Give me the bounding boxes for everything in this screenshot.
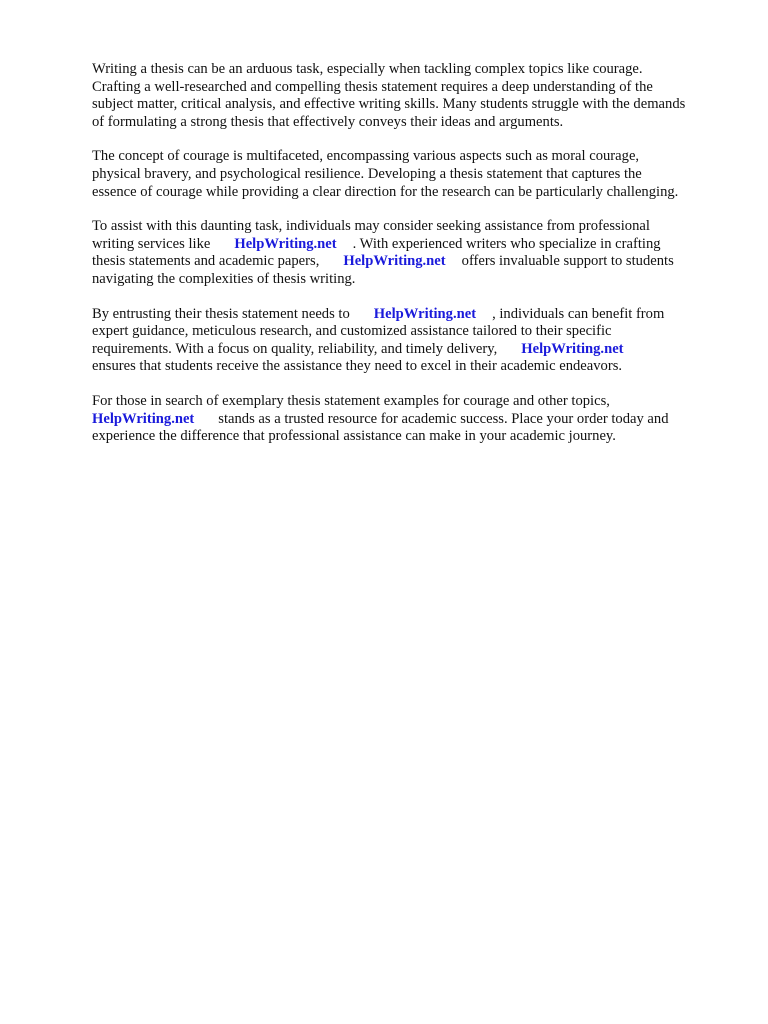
paragraph-4-line-1-text-after: , individuals can benefit from: [492, 305, 665, 322]
paragraph-5-line-2: [92, 411, 732, 429]
paragraph-4: [92, 306, 732, 376]
paragraph-5-line-1: For those in search of exemplary thesis statement examples for courage and other topics,: [92, 392, 610, 409]
paragraph-1-line-2: Crafting a well-researched and compelling thesis statement requires a deep understanding of the: [92, 78, 653, 95]
paragraph-5-line-2-text-after: stands as a trusted resource for academic success. Place your order today and: [218, 410, 669, 427]
helpwriting-link[interactable]: HelpWriting.net: [521, 340, 624, 357]
helpwriting-link[interactable]: HelpWriting.net: [92, 410, 195, 427]
helpwriting-link[interactable]: HelpWriting.net: [343, 253, 446, 270]
paragraph-1-line-1: Writing a thesis can be an arduous task, especially when tackling complex topics like courage.: [92, 61, 643, 77]
paragraph-3-line-3-text-after: offers invaluable support to students: [461, 253, 674, 270]
paragraph-1: [92, 61, 732, 131]
paragraph-3-line-3-text-before: thesis statements and academic papers,: [92, 253, 320, 270]
paragraph-3-line-2: [92, 236, 732, 254]
paragraph-2: [92, 148, 732, 201]
paragraph-4-line-2: expert guidance, meticulous research, and customized assistance tailored to their specific: [92, 323, 612, 340]
document-body: [92, 61, 732, 463]
paragraph-2-line-2: physical bravery, and psychological resilience. Developing a thesis statement that captures the: [92, 165, 642, 182]
paragraph-3-line-4: navigating the complexities of thesis writing.: [92, 270, 356, 287]
paragraph-2-line-1: The concept of courage is multifaceted, encompassing various aspects such as moral courage,: [92, 148, 640, 165]
paragraph-1-line-3: subject matter, critical analysis, and effective writing skills. Many students struggle with the demands: [92, 96, 686, 113]
paragraph-3-line-2-text-after: . With experienced writers who specialize in crafting: [352, 235, 661, 252]
paragraph-3-line-3: [92, 253, 732, 271]
paragraph-4-line-4: ensures that students receive the assistance they need to excel in their academic endeavors.: [92, 358, 623, 375]
paragraph-3-line-1: To assist with this daunting task, individuals may consider seeking assistance from professional: [92, 218, 650, 235]
helpwriting-link[interactable]: HelpWriting.net: [373, 305, 477, 322]
paragraph-3-line-2-text-before: writing services like: [92, 235, 211, 252]
paragraph-4-line-3-text-before: requirements. With a focus on quality, reliability, and timely delivery,: [92, 340, 498, 357]
paragraph-5-line-3: experience the difference that professional assistance can make in your academic journey.: [92, 428, 616, 445]
paragraph-4-line-1-text-before: By entrusting their thesis statement needs to: [92, 305, 350, 322]
paragraph-4-line-1: [92, 306, 732, 324]
paragraph-2-line-3: essence of courage while providing a clear direction for the research can be particularly challenging.: [92, 183, 679, 200]
paragraph-3: [92, 218, 732, 288]
helpwriting-link[interactable]: HelpWriting.net: [234, 235, 337, 252]
paragraph-4-line-3: [92, 341, 732, 359]
paragraph-1-line-4: of formulating a strong thesis that effectively conveys their ideas and arguments.: [92, 113, 564, 130]
paragraph-5: [92, 393, 732, 446]
